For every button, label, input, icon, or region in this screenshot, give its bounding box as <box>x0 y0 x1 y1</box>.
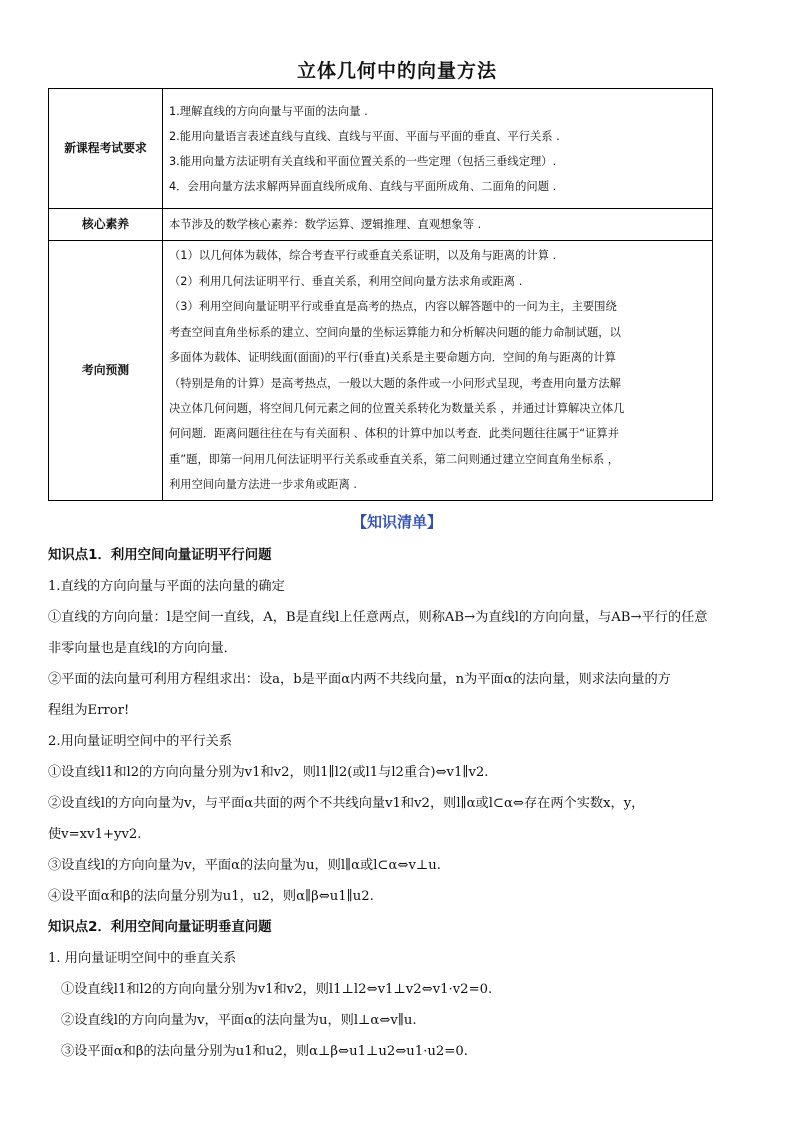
paragraph: ①直线的方向向量：l是空间一直线，A，B是直线l上任意两点，则称AB→为直线l的方向向量，与AB→平行的任意 <box>48 610 708 625</box>
content-line: （1）以几何体为载体，综合考查平行或垂直关系证明，以及角与距离的计算 . <box>169 249 557 263</box>
content-line: 本节涉及的数学核心素养：数学运算、逻辑推理、直观想象等 . <box>169 218 482 231</box>
content-line: 决立体几何问题，将空间几何元素之间的位置关系转化为数量关系 ，并通过计算解决立体几 <box>169 401 625 415</box>
content-line: 1.理解直线的方向向量与平面的法向量 . <box>169 104 368 118</box>
content-line: 2.能用向量语言表述直线与直线、直线与平面、平面与平面的垂直、平行关系 . <box>169 129 560 143</box>
table-row <box>49 209 713 241</box>
table-row <box>49 241 713 501</box>
paragraph: 使v=xv1+yv2. <box>48 827 142 842</box>
row-label: 考向预测 <box>49 241 163 501</box>
knowledge-point-heading: 知识点1．利用空间向量证明平行问题 <box>48 548 272 563</box>
table-row <box>49 89 713 209</box>
content-line: 3.能用向量方法证明有关直线和平面位置关系的一些定理（包括三垂线定理）. <box>169 154 557 168</box>
content-line: 重”题，即第一问用几何法证明平行关系或垂直关系，第二问则通过建立空间直角坐标系 ， <box>169 452 620 466</box>
content-line: 多面体为载体、证明线面(面面)的平行(垂直)关系是主要命题方向．空间的角与距离的计算 <box>169 351 616 365</box>
paragraph: ①设直线l1和l2的方向向量分别为v1和v2，则l1∥l2(或l1与l2重合)⇔v1∥v2. <box>48 765 489 780</box>
requirements-table <box>48 88 713 501</box>
content-line: 4．会用向量方法求解两异面直线所成角、直线与平面所成角、二面角的问题 . <box>169 179 557 193</box>
paragraph: ①设直线l1和l2的方向向量分别为v1和v2，则l1⊥l2⇔v1⊥v2⇔v1·v2=0. <box>61 982 493 997</box>
content-line: （特别是角的计算）是高考热点，一般以大题的条件或一小问形式呈现，考查用向量方法解 <box>169 376 621 390</box>
knowledge-list <box>48 540 748 1067</box>
content-line: （2）利用几何法证明平行、垂直关系，利用空间向量方法求角或距离 . <box>169 274 523 288</box>
content-line: 考查空间直角坐标系的建立、空间向量的坐标运算能力和分析解决问题的能力命制试题，以 <box>169 325 621 339</box>
paragraph: ②设直线l的方向向量为v，平面α的法向量为u，则l⊥α⇔v∥u. <box>61 1013 417 1028</box>
paragraph: 1. 用向量证明空间中的垂直关系 <box>48 951 237 966</box>
paragraph: ④设平面α和β的法向量分别为u1，u2，则α∥β⇔u1∥u2. <box>48 889 374 904</box>
paragraph: 非零向量也是直线l的方向向量． <box>48 641 237 656</box>
paragraph: 2.用向量证明空间中的平行关系 <box>48 734 233 749</box>
content-line: 利用空间向量方法进一步求角或距离 . <box>169 478 357 492</box>
paragraph: ②平面的法向量可利用方程组求出：设a，b是平面α内两不共线向量，n为平面α的法向量，则求法向量的方 <box>48 672 671 687</box>
row-content <box>163 241 713 501</box>
row-content <box>163 209 713 241</box>
paragraph: ③设平面α和β的法向量分别为u1和u2，则α⊥β⇔u1⊥u2⇔u1·u2=0. <box>61 1044 468 1059</box>
content-line: （3）利用空间向量证明平行或垂直是高考的热点，内容以解答题中的一问为主，主要围绕 <box>169 300 617 314</box>
content-line: 何问题．距离问题往往在与有关面积 、体积的计算中加以考查．此类问题往往属于“证算并 <box>169 427 620 441</box>
section-heading: 【知识清单】 <box>351 513 442 531</box>
row-label: 核心素养 <box>49 209 163 241</box>
knowledge-point-heading: 知识点2．利用空间向量证明垂直问题 <box>48 920 272 935</box>
row-label: 新课程考试要求 <box>49 89 163 209</box>
paragraph: 1.直线的方向向量与平面的法向量的确定 <box>48 579 285 594</box>
paragraph: ②设直线l的方向向量为v，与平面α共面的两个不共线向量v1和v2，则l∥α或l⊂α⇔存在两个实数x，y， <box>48 796 645 811</box>
paragraph: 程组为Error! <box>48 703 130 718</box>
paragraph: ③设直线l的方向向量为v，平面α的法向量为u，则l∥α或l⊂α⇔v⊥u. <box>48 858 441 873</box>
page-title: 立体几何中的向量方法 <box>296 60 497 82</box>
row-content <box>163 89 713 209</box>
